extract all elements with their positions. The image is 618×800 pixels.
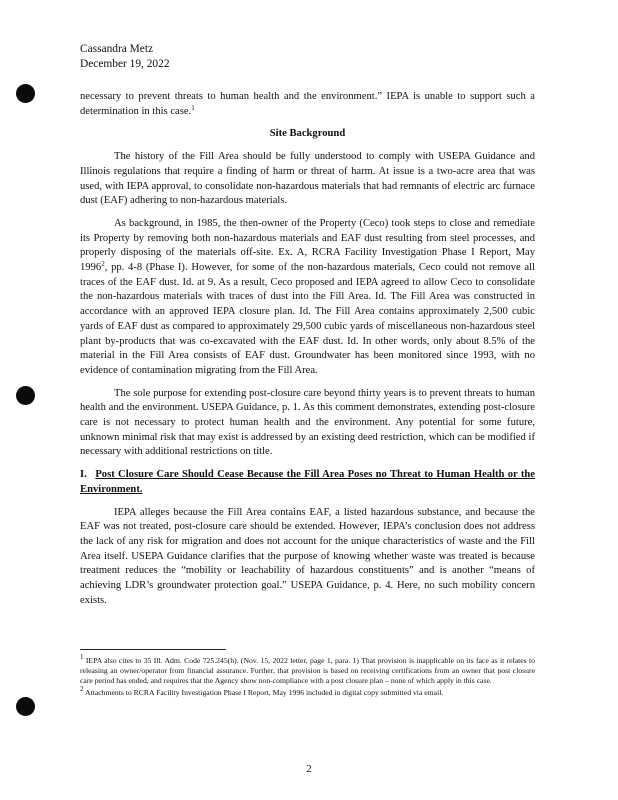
punch-hole-top bbox=[16, 84, 35, 103]
heading-text: Post Closure Care Should Cease Because the Fill Area Poses no Threat to Human Health or the Environment. bbox=[80, 469, 536, 495]
paragraph-purpose: The sole purpose for extending post-closure care beyond thirty years is to prevent threats to human health and the environment. USEPA Guidance, p. 1. As this comment demonstrates, extending post-closure care is not necessary to protect human health and the environment. Any potential for some future, unknown minimal risk that may exist is addressed by an existing deed restriction, which can be modified if necessary with additional restrictions on title. bbox=[80, 387, 535, 458]
punch-hole-middle bbox=[16, 386, 35, 405]
footnote-2: $^2$ Attachments to RCRA Facility Investigation Phase I Report, May 1996 included in digital copy submitted via email. bbox=[80, 684, 444, 697]
footnote-ref-2: 2 bbox=[101, 260, 105, 269]
punch-hole-bottom bbox=[16, 697, 35, 716]
heading-number: I. bbox=[80, 469, 87, 481]
letter-header bbox=[80, 42, 170, 72]
page-number: 2 bbox=[306, 763, 312, 775]
section-title-site-background: Site Background bbox=[269, 128, 346, 140]
paragraph-allegation: IEPA alleges because the Fill Area contains EAF, a listed hazardous substance, and because the EAF was not treated, post-closure care should be extended. However, IEPA’s conclusion does not address the lack of any risk for migration and does not account for the unique characteristics of waste and the Fill Area itself. USEPA Guidance clarifies that the purpose of knowing whether waste was treated is because treatment reduces the “mobility or leachability of hazardous constituents” and is another “means of achieving LDR’s groundwater protection goal.” USEPA Guidance, p. 4. Here, no such mobility concern exists. bbox=[80, 506, 535, 606]
footnote-divider bbox=[80, 649, 226, 650]
footnote-1: $^1$ IEPA also cites to 35 Ill. Adm. Code 725.245(h). (Nov. 15, 2022 letter, page 1, para. 1) That provision is inapplicable on its face as it relates to releasing an owner/operator from financial assurance. Further, that provision is based on receiving certifications from an owner that post closure care period has ended, and requires that the Agency show non-compliance with a post closure plan – none of which apply in this case. bbox=[80, 653, 536, 686]
paragraph-history: The history of the Fill Area should be fully understood to comply with USEPA Guidance and Illinois regulations that require a finding of harm or threat of harm. At issue is a two-acre area that was used, with IEPA approval, to consolidate non-hazardous materials that had remnants of electric arc furnace dust (EAF) adhering to non-hazardous materials. bbox=[80, 151, 535, 207]
paragraph-continued: necessary to prevent threats to human health and the environment.” IEPA is unable to support such a determination in this case.$^1$ bbox=[80, 91, 535, 117]
footnotes bbox=[80, 653, 536, 699]
letter-body bbox=[80, 90, 535, 617]
letter-date: December 19, 2022 bbox=[80, 58, 170, 70]
paragraph-background: As background, in 1985, the then-owner of the Property (Ceco) took steps to close and remediate its Property by removing both non-hazardous materials and EAF dust resulting from steel processes, and properly disposing of the materials off-site. Ex. A, RCRA Facility Investigation Phase I Report, May 1996$^2$, pp. 4-8 (Phase I). However, for some of the non-hazardous materials, Ceco could not remove all traces of the EAF dust. Id. at 9. As a result, Ceco proposed and IEPA agreed to allow Ceco to consolidate the non-hazardous materials with traces of dust into the Fill Area. Id. The Fill Area was constructed in accordance with an approved IEPA closure plan. Id. The Fill Area contains approximately 2,500 cubic yards of EAF dust as compared to approximately 29,500 cubic yards of miscellaneous non-hazardous steel plant by-products that was co-excavated with the EAF dust. Id. In other words, only about 8.5% of the material in the Fill Area consists of EAF dust. Groundwater has been monitored since 1993, with no evidence of contamination migrating from the Fill Area. bbox=[80, 217, 535, 376]
recipient-name: Cassandra Metz bbox=[80, 43, 154, 55]
section-heading-1 bbox=[80, 468, 535, 497]
footnote-ref-1: 1 bbox=[191, 103, 195, 112]
